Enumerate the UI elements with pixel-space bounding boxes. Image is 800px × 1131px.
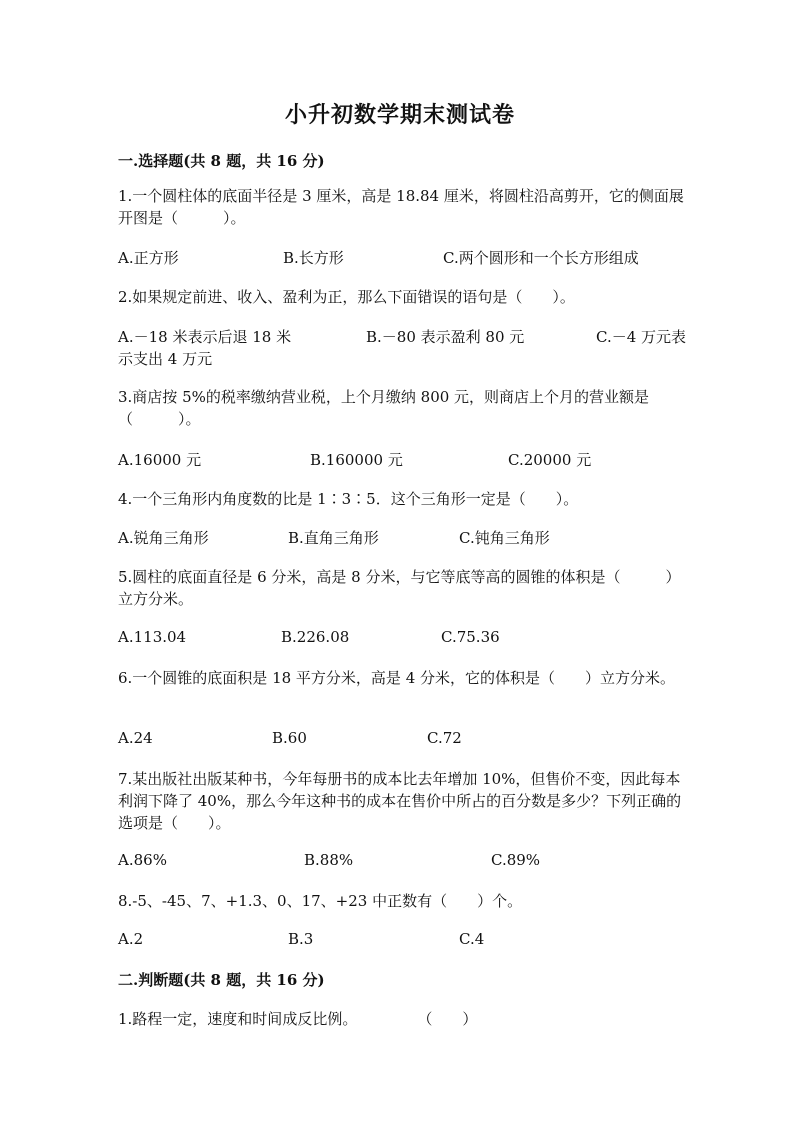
question-3: 3.商店按 5%的税率缴纳营业税，上个月缴纳 800 元，则商店上个月的营业额是（ ）。 bbox=[118, 388, 650, 428]
option-c: C.4 bbox=[459, 930, 485, 948]
question-4: 4.一个三角形内角度数的比是 1∶3∶5．这个三角形一定是（ ）。 bbox=[118, 490, 579, 508]
option-b: B.88% bbox=[304, 851, 354, 869]
option-b: B.－80 表示盈利 80 元 bbox=[366, 328, 525, 346]
option-b: B.160000 元 bbox=[310, 451, 403, 469]
option-c: C.两个圆形和一个长方形组成 bbox=[443, 249, 639, 267]
section-heading-judgement: 二.判断题(共 8 题，共 16 分) bbox=[118, 971, 325, 989]
options-5 bbox=[118, 628, 688, 650]
question-6: 6.一个圆锥的底面积是 18 平方分米，高是 4 分米，它的体积是（ ）立方分米。 bbox=[118, 669, 676, 687]
question-8: 8.-5、-45、7、+1.3、0、17、+23 中正数有（ ）个。 bbox=[118, 892, 523, 910]
option-c: C.72 bbox=[427, 729, 462, 747]
option-a: A.113.04 bbox=[118, 628, 187, 646]
judgement-question-1: 1.路程一定，速度和时间成反比例。 （ ） bbox=[118, 1010, 478, 1028]
option-b: B.直角三角形 bbox=[288, 529, 379, 547]
option-c: C.钝角三角形 bbox=[459, 529, 550, 547]
section-heading-choice: 一.选择题(共 8 题，共 16 分) bbox=[118, 152, 325, 170]
options-3 bbox=[118, 449, 688, 471]
option-a: A.锐角三角形 bbox=[118, 529, 209, 547]
options-8 bbox=[118, 930, 688, 952]
option-b: B.226.08 bbox=[281, 628, 350, 646]
option-b: B.3 bbox=[288, 930, 314, 948]
options-7 bbox=[118, 851, 688, 873]
option-a: A.86% bbox=[118, 851, 167, 869]
page-title: 小升初数学期末测试卷 bbox=[284, 102, 515, 128]
options-1 bbox=[118, 247, 688, 269]
option-a: A.24 bbox=[118, 729, 153, 747]
options-2 bbox=[118, 326, 688, 370]
option-b: B.长方形 bbox=[283, 249, 344, 267]
question-1: 1.一个圆柱体的底面半径是 3 厘米，高是 18.84 厘米，将圆柱沿高剪开，它的侧面展开图是（ ）。 bbox=[118, 187, 684, 227]
option-c: C.－4 万元表示支出 4 万元 bbox=[118, 328, 687, 368]
options-6 bbox=[118, 729, 688, 751]
question-5: 5.圆柱的底面直径是 6 分米，高是 8 分米，与它等底等高的圆锥的体积是（ ）立方分米。 bbox=[118, 568, 681, 608]
option-c: C.89% bbox=[491, 851, 541, 869]
option-b: B.60 bbox=[272, 729, 307, 747]
option-a: A.16000 元 bbox=[118, 451, 202, 469]
options-4 bbox=[118, 527, 688, 549]
option-a: A.－18 米表示后退 18 米 bbox=[118, 328, 292, 346]
option-c: C.20000 元 bbox=[508, 451, 592, 469]
option-c: C.75.36 bbox=[441, 628, 500, 646]
option-a: A.2 bbox=[118, 930, 144, 948]
question-7: 7.某出版社出版某种书，今年每册书的成本比去年增加 10%，但售价不变，因此每本利润下降了 40%，那么今年这种书的成本在售价中所占的百分数是多少？下列正确的选项是（ ）。 bbox=[118, 770, 682, 832]
question-2: 2.如果规定前进、收入、盈利为正，那么下面错误的语句是（ ）。 bbox=[118, 288, 575, 306]
option-a: A.正方形 bbox=[118, 249, 179, 267]
